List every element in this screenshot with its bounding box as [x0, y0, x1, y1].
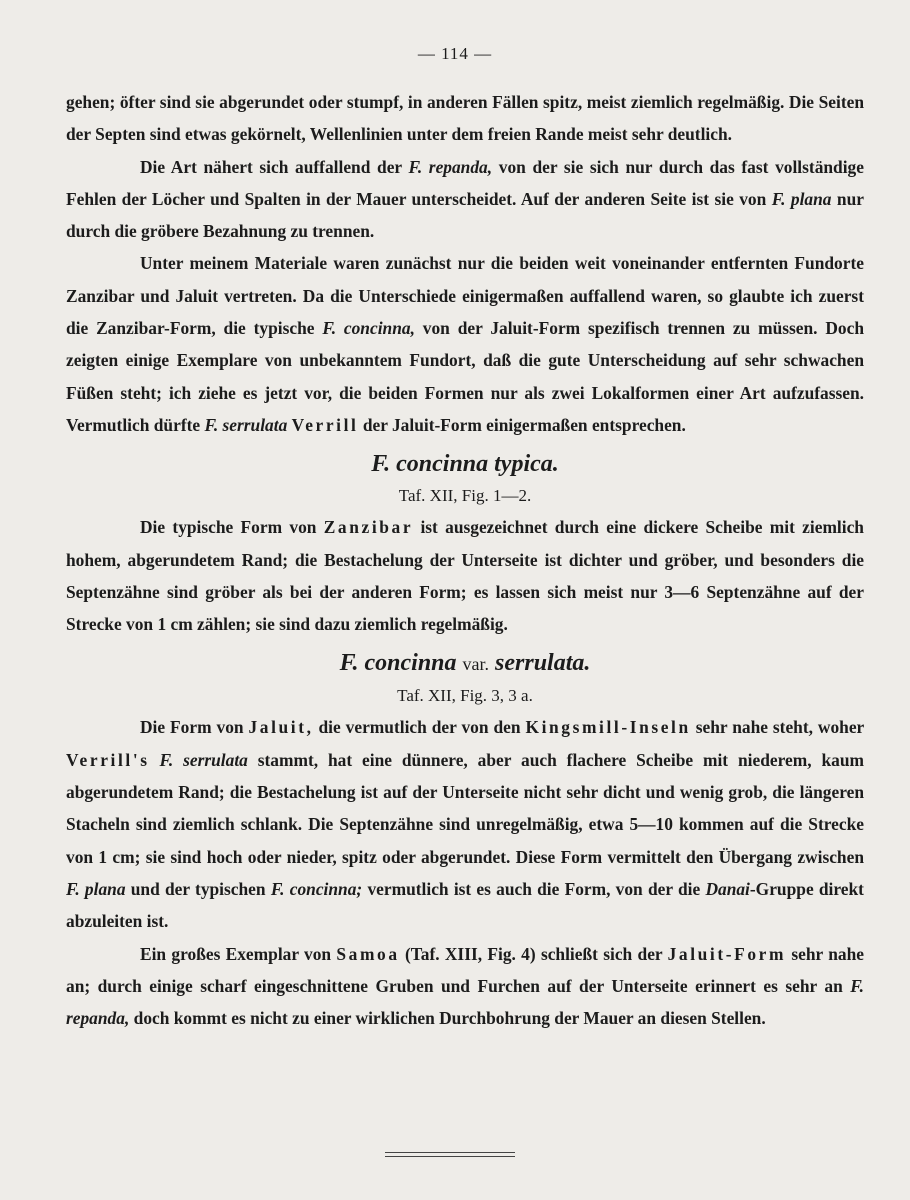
species-name: F. repanda, — [66, 975, 864, 1029]
species-name: F. serrulata — [159, 749, 248, 770]
text-run: sehr nahe steht, woher — [695, 717, 864, 738]
author-name: Verrill's — [66, 749, 150, 770]
text-run: Die typische Form von — [140, 517, 317, 538]
locality-name: Kingsmill-Inseln — [525, 717, 691, 738]
text-run: Die Art nähert sich auffallend der — [140, 156, 402, 177]
text-run: Unter meinem Materiale waren zunächst nur die beiden weit voneinander entfernten Fundorte Zanzibar und Jaluit vertreten. Da die Unterschiede einigermaßen auffallend waren, so glaubte ich zuerst die Zanzibar-Form, die typische — [66, 253, 864, 339]
text-run: Die Form von — [140, 717, 244, 738]
text-run: und der typischen — [130, 878, 266, 899]
species-name: F. concinna, — [322, 318, 415, 339]
author-name: Verrill — [291, 414, 359, 435]
section-heading-typica: F. concinna typica. — [371, 451, 559, 478]
section-heading-serrulata — [66, 646, 864, 681]
paragraph-serrulata — [66, 711, 864, 937]
species-name: F. concinna; — [270, 878, 363, 899]
text-run: die vermutlich der von den — [318, 717, 521, 738]
text-run: -Gruppe direkt abzuleiten ist. — [66, 878, 864, 932]
species-name: F. serrulata — [204, 414, 288, 435]
end-rule — [385, 1152, 515, 1157]
locality-name: Samoa — [336, 943, 400, 964]
text-run: von der sie sich nur durch das fast vollständige Fehlen der Löcher und Spalten in der Mauer unterscheidet. Auf der anderen Seite ist sie von — [66, 156, 864, 209]
paragraph-typica — [66, 511, 864, 640]
locality-name: Zanzibar — [323, 517, 414, 538]
paragraph-samoa — [66, 938, 864, 1035]
plate-reference: Taf. XII, Fig. 3, 3 a. — [397, 686, 533, 706]
heading-species: F. concinna — [339, 650, 457, 677]
text-run: Ein großes Exemplar von — [140, 943, 332, 964]
species-name: F. plana — [771, 188, 832, 209]
text-run: sehr nahe an; durch einige scharf eingeschnittene Gruben und Furchen auf der Unterseite erinnert es sehr an — [66, 943, 864, 996]
text-run: von der Jaluit-Form spezifisch trennen zu müssen. Doch zeigten einige Exemplare von unbekanntem Fundort, daß die gute Unterscheidung auf sehr schwachen Füßen steht; ich ziehe es jetzt vor, die beiden Formen nur als zwei Lokalformen einer Art aufzufassen. Vermutlich dürfte — [66, 318, 865, 435]
text-run: vermutlich ist es auch die Form, von der die — [367, 878, 701, 899]
paragraph-1: gehen; öfter sind sie abgerundet oder stumpf, in anderen Fällen spitz, meist ziemlich regelmäßig. Die Seiten der Septen sind etwas gekörnelt, Wellenlinien unter dem freien Rande meist sehr deutlich. — [66, 92, 864, 145]
plate-reference: Taf. XII, Fig. 1—2. — [398, 486, 532, 506]
heading-var: var. — [462, 654, 490, 675]
text-run: nur durch die gröbere Bezahnung zu trennen. — [66, 188, 864, 242]
species-name: F. plana — [66, 878, 126, 899]
text-run: stammt, hat eine dünnere, aber auch flachere Scheibe mit niederem, kaum abgerundetem Rand; die Bestachelung ist auf der Unterseite nicht sehr dicht und wenig grob, die längeren Stacheln sind ziemlich schlank. Die Septenzähne sind unregelmäßig, etwa 5—10 kommen auf die Strecke von 1 cm; sie sind hoch oder nieder, spitz oder abgerundet. Diese Form vermittelt den Übergang zwischen — [66, 749, 864, 867]
body-text — [66, 86, 864, 1034]
group-name: Danai — [705, 878, 750, 899]
locality-name: Jaluit-Form — [667, 943, 787, 964]
text-run: ist ausgezeichnet durch eine dickere Scheibe mit ziemlich hohem, abgerundetem Rand; die Bestachelung der Unterseite ist dichter und gröber, und besonders die Septenzähne sind gröber als bei der anderen Form; es lassen sich meist nur 3—6 Septenzähne auf der Strecke von 1 cm zählen; sie sind dazu ziemlich regelmäßig. — [66, 517, 864, 635]
heading-variety: serrulata. — [495, 650, 591, 677]
text-run: (Taf. XIII, Fig. 4) schließt sich der — [404, 943, 663, 964]
text-run: doch kommt es nicht zu einer wirklichen Durchbohrung der Mauer an diesen Stellen. — [133, 1008, 766, 1029]
species-name: F. repanda, — [408, 156, 493, 177]
paragraph-3 — [66, 247, 864, 441]
locality-name: Jaluit, — [248, 717, 314, 738]
paragraph-2 — [66, 151, 864, 248]
page-number: — 114 — — [417, 44, 493, 63]
text-run: der Jaluit-Form einigermaßen entsprechen. — [362, 414, 686, 435]
